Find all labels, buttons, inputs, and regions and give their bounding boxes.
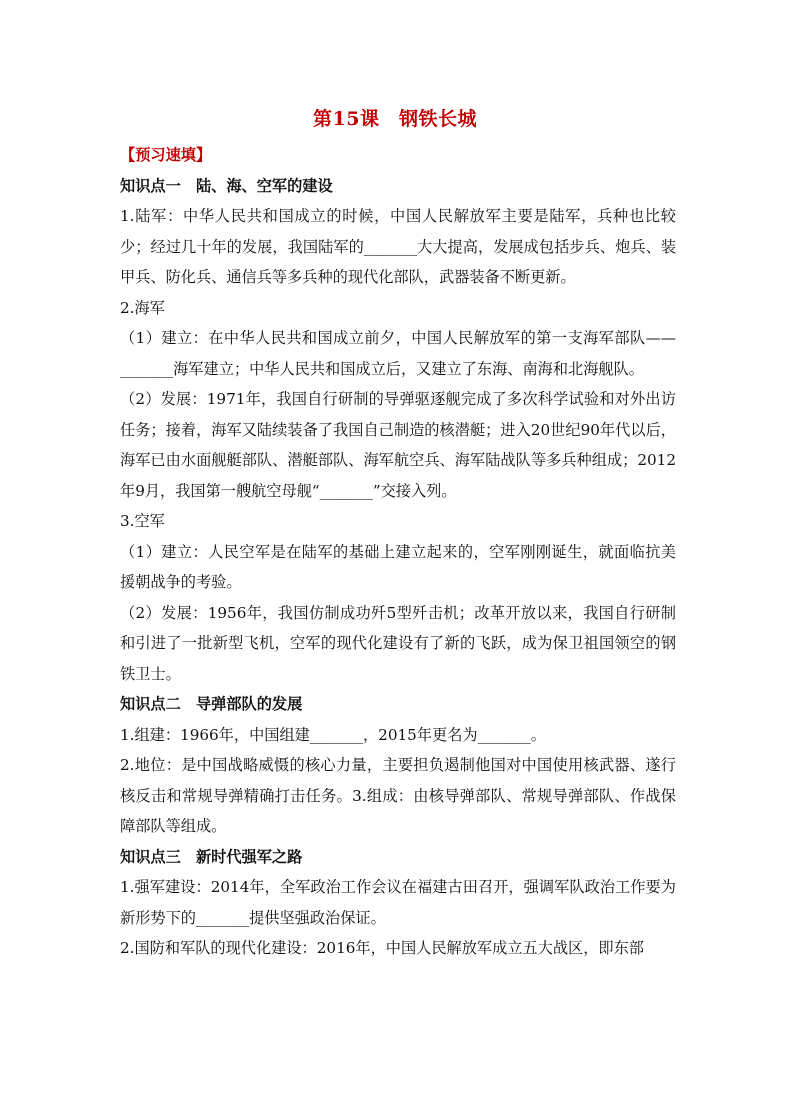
knowledge-point-2-heading: 知识点二 导弹部队的发展 bbox=[120, 695, 303, 713]
preview-label: 【预习速填】 bbox=[120, 146, 212, 164]
lesson-title: 第15课 钢铁长城 bbox=[313, 108, 477, 130]
navy-title: 2.海军 bbox=[120, 298, 165, 317]
modernization-paragraph: 2.国防和军队的现代化建设：2016年，中国人民解放军成立五大战区，即东部 bbox=[120, 939, 644, 957]
knowledge-point-3-heading: 知识点三 新时代强军之路 bbox=[120, 847, 303, 866]
air-force-title: 3.空军 bbox=[120, 512, 165, 530]
document-body bbox=[120, 140, 676, 964]
strong-army-paragraph: 1.强军建设：2014年，全军政治工作会议在福建古田召开，强调军队政治工作要为新形势下的_______提供坚强政治保证。 bbox=[120, 878, 676, 927]
navy-development-paragraph: （2）发展：1971年，我国自行研制的导弹驱逐舰完成了多次科学试验和对外出访任务；接着，海军又陆续装备了我国自己制造的核潜艇；进入20世纪90年代以后，海军已由水面舰艇部队、潜艇部队、海军航空兵、海军陆战队等多兵种组成；2012年9月，我国第一艘航空母舰“_______”交接入列。 bbox=[120, 390, 676, 500]
missile-status-paragraph: 2.地位：是中国战略威慑的核心力量，主要担负遏制他国对中国使用核武器、遂行核反击和常规导弹精确打击任务。3.组成：由核导弹部队、常规导弹部队、作战保障部队等组成。 bbox=[120, 756, 676, 835]
navy-establishment-paragraph: （1）建立：在中华人民共和国成立前夕，中国人民解放军的第一支海军部队——_______海军建立；中华人民共和国成立后，又建立了东海、南海和北海舰队。 bbox=[120, 329, 676, 378]
air-force-establishment-paragraph: （1）建立：人民空军是在陆军的基础上建立起来的，空军刚刚诞生，就面临抗美援朝战争的考验。 bbox=[120, 542, 676, 591]
air-force-development-paragraph: （2）发展：1956年，我国仿制成功歼5型歼击机；改革开放以来，我国自行研制和引进了一批新型飞机，空军的现代化建设有了新的飞跃，成为保卫祖国领空的钢铁卫士。 bbox=[120, 603, 676, 683]
army-paragraph: 1.陆军：中华人民共和国成立的时候，中国人民解放军主要是陆军，兵种也比较少；经过几十年的发展，我国陆军的_______大大提高，发展成包括步兵、炮兵、装甲兵、防化兵、通信兵等多兵种的现代化部队，武器装备不断更新。 bbox=[120, 207, 676, 286]
missile-formation-paragraph: 1.组建：1966年，中国组建_______，2015年更名为_______。 bbox=[120, 725, 546, 744]
knowledge-point-1-heading: 知识点一 陆、海、空军的建设 bbox=[120, 176, 333, 195]
